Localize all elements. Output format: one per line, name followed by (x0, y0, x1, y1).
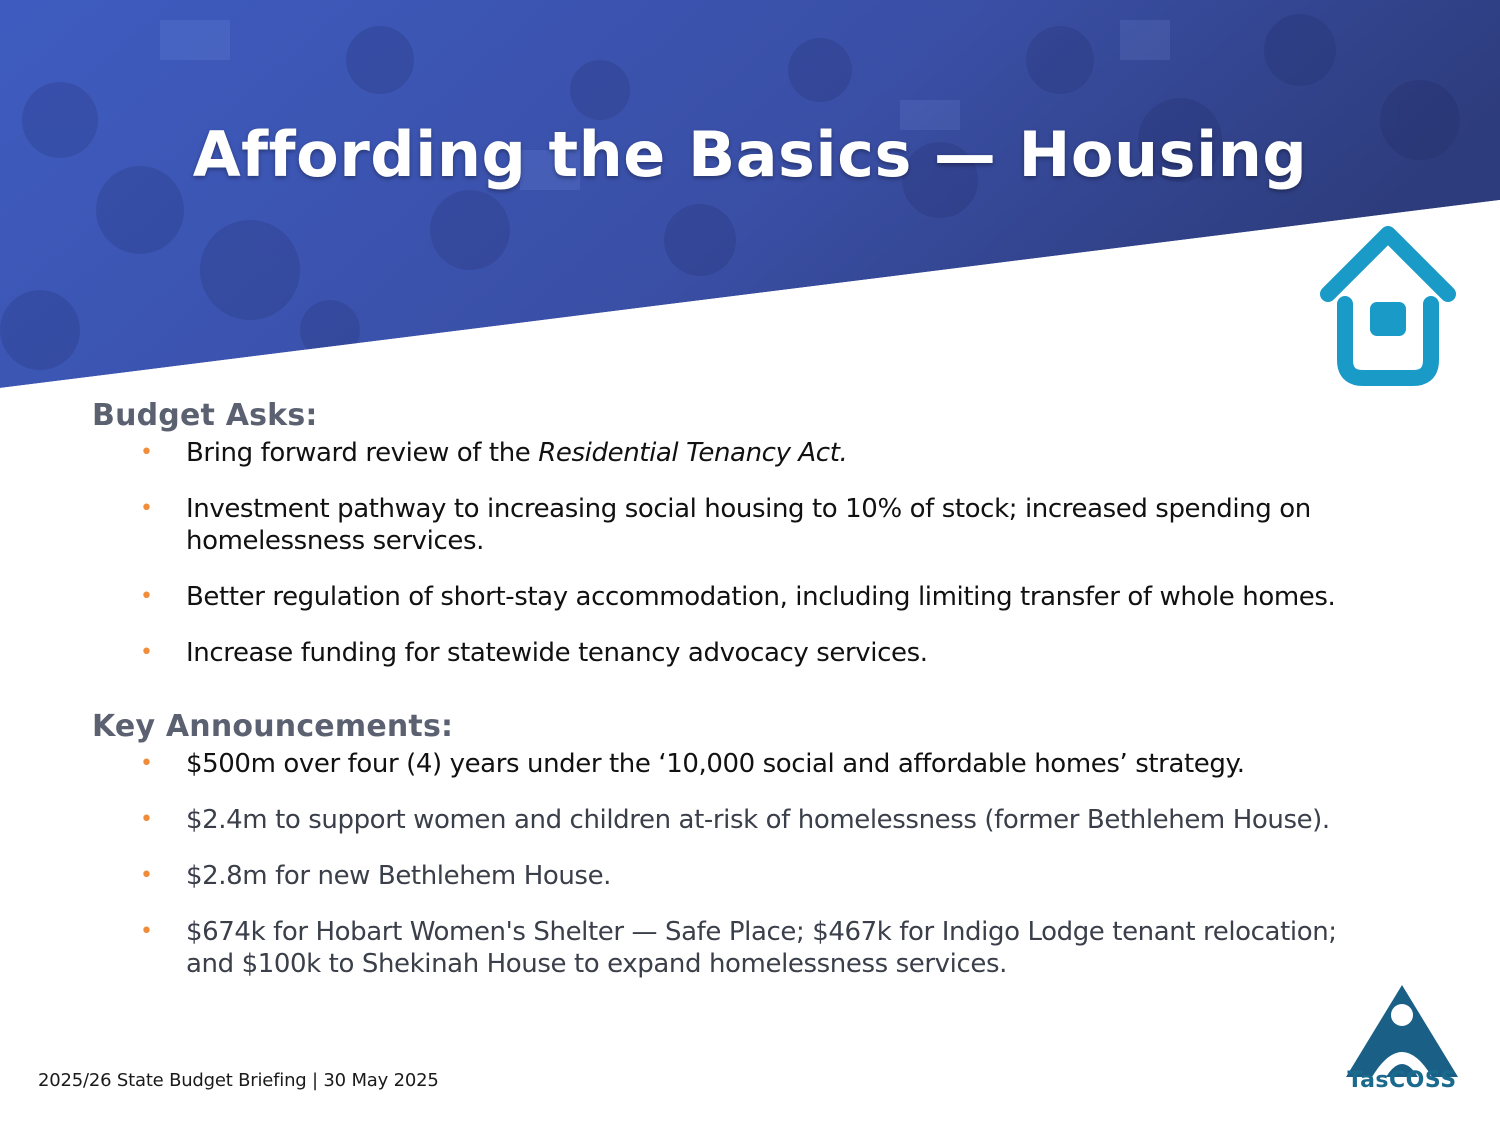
list-item: • Better regulation of short-stay accommodation, including limiting transfer of whole homes. (140, 582, 1336, 612)
bullet-icon: • (140, 919, 153, 944)
slide-title: Affording the Basics — Housing (192, 118, 1308, 191)
list-item: • Investment pathway to increasing social housing to 10% of stock; increased spending on homelessness services. (140, 494, 1311, 556)
bullet-icon: • (140, 496, 153, 521)
list-item: • $2.8m for new Bethlehem House. (140, 861, 612, 891)
logo-text: TasCOSS (1347, 1068, 1457, 1093)
bullet-icon: • (140, 584, 153, 609)
banner-graphic (0, 0, 1500, 400)
list-item: • Increase funding for statewide tenancy advocacy services. (140, 638, 928, 668)
key-announcements-list (92, 748, 1382, 980)
footer-text: 2025/26 State Budget Briefing | 30 May 2025 (38, 1070, 439, 1091)
list-item: • Bring forward review of the Residential Tenancy Act. (140, 438, 848, 468)
slide-content (92, 398, 1382, 1004)
list-item: • $500m over four (4) years under the ‘10,000 social and affordable homes’ strategy. (140, 749, 1245, 779)
key-announcements-heading: Key Announcements: (92, 709, 454, 744)
house-icon (1318, 222, 1458, 387)
budget-asks-heading: Budget Asks: (92, 398, 318, 433)
bullet-icon: • (140, 640, 153, 665)
list-item: • $674k for Hobart Women's Shelter — Safe Place; $467k for Indigo Lodge tenant relocation; and $100k to Shekinah House to expand homelessness services. (140, 917, 1337, 979)
bullet-icon: • (140, 751, 153, 776)
bullet-icon: • (140, 863, 153, 888)
budget-asks-list (92, 437, 1382, 669)
bullet-icon: • (140, 807, 153, 832)
bullet-icon: • (140, 440, 153, 465)
list-item: • $2.4m to support women and children at-risk of homelessness (former Bethlehem House). (140, 805, 1330, 835)
header-banner (0, 0, 1500, 400)
